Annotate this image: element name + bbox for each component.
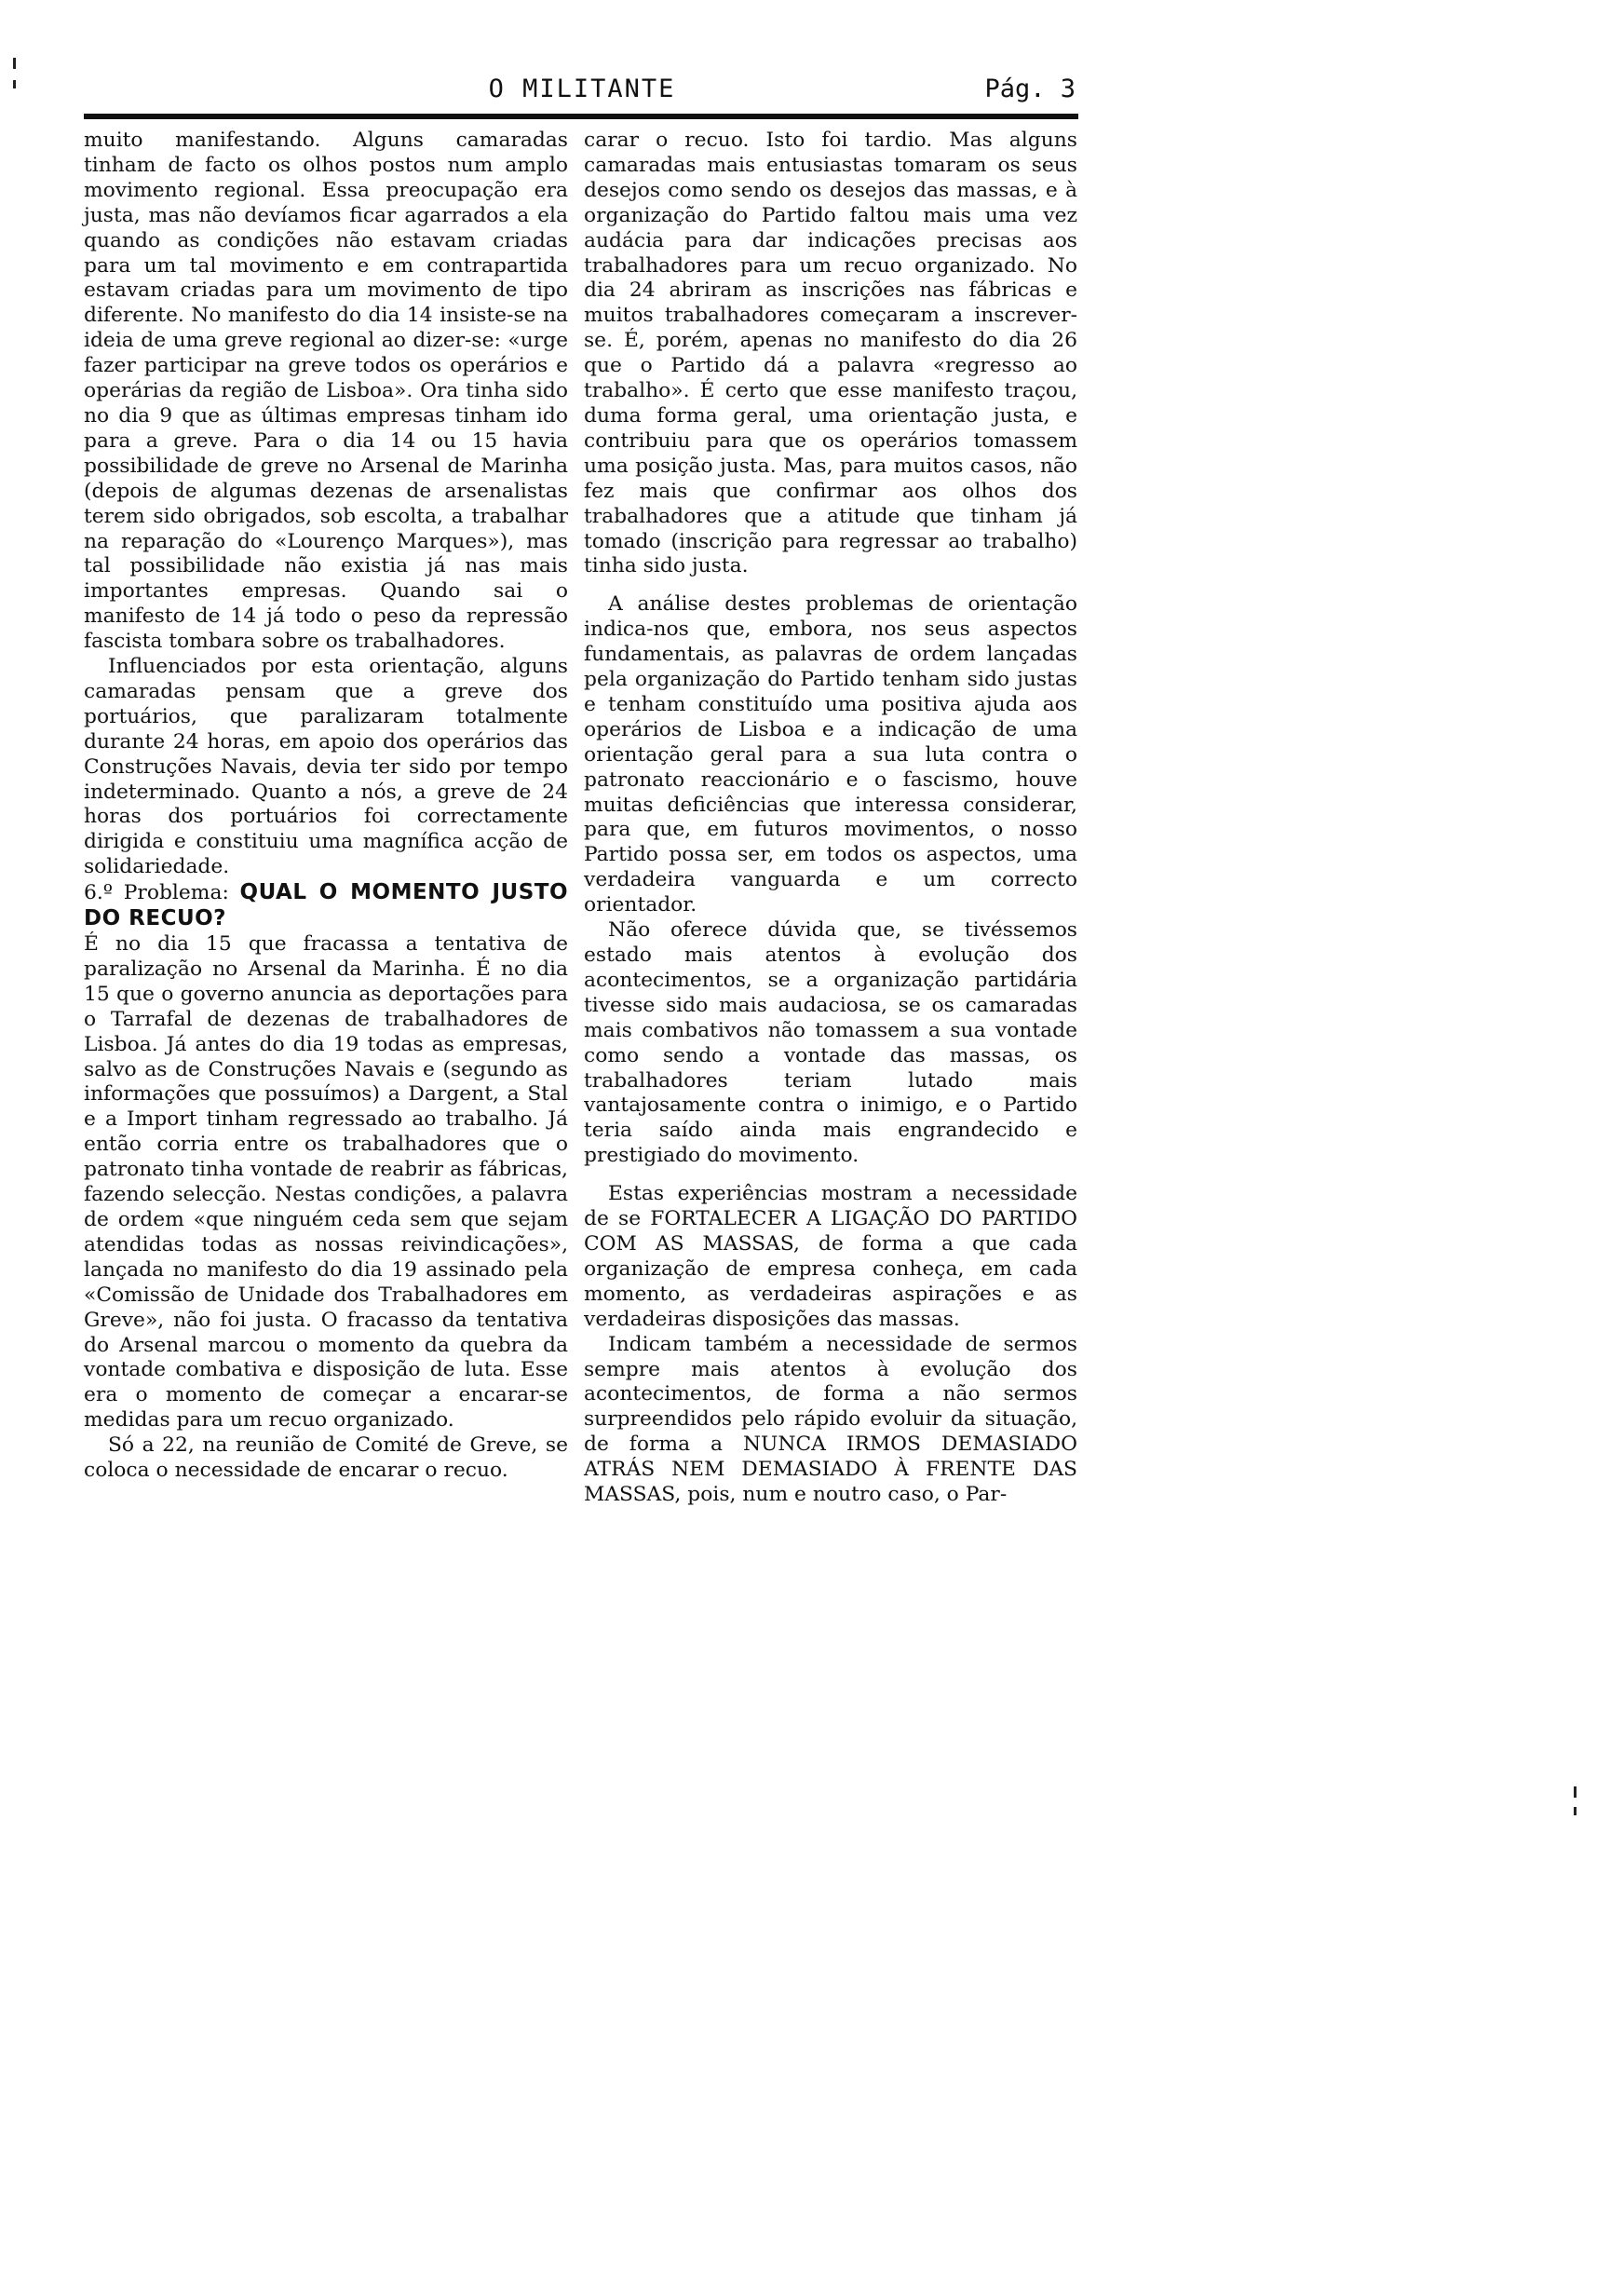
page-number: Pág. 3 — [984, 75, 1076, 103]
problem-heading: QUAL O MOMENTO JUSTO DO RECUO? — [84, 880, 569, 931]
scan-speck — [13, 58, 16, 69]
scan-speck — [1574, 1786, 1577, 1798]
scan-speck — [13, 80, 16, 88]
left-paragraph-1: muito manifestando. Alguns camaradas tinham de facto os olhos postos num amplo movimento regional. Essa preocupação era justa, mas não devíamos ficar agarrados a ela quando as condições não estavam criadas para um tal movimento e em contrapartida estavam criadas para um movimento de tipo diferente. No manifesto do dia 14 insiste-se na ideia de uma greve regional ao dizer-se: «urge fazer participar na greve todos os operários e operárias da região de Lisboa». Ora tinha sido no dia 9 que as últimas empresas tinham ido para a greve. Para o dia 14 ou 15 havia possibilidade de greve no Arsenal de Marinha (depois de algumas dezenas de arsenalistas terem sido obrigados, sob escolta, a trabalhar na reparação do «Lourenço Marques»), mas tal possibilidade não existia já nas mais importantes empresas. Quando sai o manifesto de 14 já todo o peso da repressão fascista tombara sobre os trabalhadores. — [84, 129, 568, 654]
newspaper-title: O MILITANTE — [488, 75, 676, 103]
scan-speck — [1574, 1807, 1577, 1815]
left-column — [84, 129, 568, 1484]
right-column — [584, 129, 1077, 1508]
left-paragraph-3: É no dia 15 que fracassa a tentativa de paralização no Arsenal da Marinha. É no dia 15 que o governo anuncia as deportações para o Tarrafal de dezenas de trabalhadores de Lisboa. Já antes do dia 19 todas as empresas, salvo as de Construções Navais e (segundo as informações que possuímos) a Dargent, a Stal e a Import tinham regressado ao trabalho. Já então corria entre os trabalhadores que o patronato tinha vontade de reabrir as fábricas, fazendo selecção. Nestas condições, a palavra de ordem «que ninguém ceda sem que sejam atendidas todas as nossas reivindicações», lançada no manifesto do dia 19 assinado pela «Comissão de Unidade dos Trabalhadores em Greve», não foi justa. O fracasso da tentativa do Arsenal marcou o momento da quebra da vontade combativa e disposição de luta. Esse era o momento de começar a encarar-se medidas para um recuo organizado. — [84, 932, 568, 1433]
right-paragraph-4: Estas experiências mostram a necessidade de se FORTALECER A LIGAÇÃO DO PARTIDO COM AS MASSAS, de forma a que cada organização de empresa conheça, em cada momento, as verdadeiras aspirações e as verdadeiras disposições das massas. — [584, 1182, 1077, 1331]
problem-line — [84, 880, 568, 932]
problem-label: 6.º Problema: — [84, 881, 229, 905]
left-paragraph-2: Influenciados por esta orientação, alguns camaradas pensam que a greve dos portuários, que paralizaram totalmente durante 24 horas, em apoio dos operários das Construções Navais, devia ter sido por tempo indeterminado. Quanto a nós, a greve de 24 horas dos portuários foi correctamente dirigida e constituiu uma magnífica acção de solidariedade. — [84, 655, 568, 879]
page-header — [88, 73, 1076, 110]
header-rule — [84, 114, 1078, 119]
right-paragraph-5: Indicam também a necessidade de sermos sempre mais atentos à evolução dos acontecimentos, de forma a não sermos surpreendidos pelo rápido evoluir da situação, de forma a NUNCA IRMOS DEMASIADO ATRÁS NEM DEMASIADO À FRENTE DAS MASSAS, pois, num e noutro caso, o Par- — [584, 1332, 1077, 1507]
right-paragraph-2: A análise destes problemas de orientação indica-nos que, embora, nos seus aspectos fundamentais, as palavras de ordem lançadas pela organização do Partido tenham sido justas e tenham constituído uma positiva ajuda aos operários de Lisboa e a indicação de uma orientação geral para a sua luta contra o patronato reaccionário e o fascismo, houve muitas deficiências que interessa considerar, para que, em futuros movimentos, o nosso Partido possa ser, em todos os aspectos, uma verdadeira vanguarda e um correcto orientador. — [584, 592, 1077, 917]
right-paragraph-1: carar o recuo. Isto foi tardio. Mas alguns camaradas mais entusiastas tomaram os seus desejos como sendo os desejos das massas, e à organização do Partido faltou mais uma vez audácia para dar indicações precisas aos trabalhadores para um recuo organizado. No dia 24 abriram as inscrições nas fábricas e muitos trabalhadores começaram a inscrever-se. É, porém, apenas no manifesto do dia 26 que o Partido dá a palavra «regresso ao trabalho». É certo que esse manifesto traçou, duma forma geral, uma orientação justa, e contribuiu para que os operários tomassem uma posição justa. Mas, para muitos casos, não fez mais que confirmar aos olhos dos trabalhadores que a atitude que tinham já tomado (inscrição para regressar ao trabalho) tinha sido justa. — [584, 129, 1077, 578]
left-paragraph-4: Só a 22, na reunião de Comité de Greve, se coloca o necessidade de encarar o recuo. — [84, 1433, 568, 1483]
right-paragraph-3: Não oferece dúvida que, se tivéssemos estado mais atentos à evolução dos acontecimentos, se a organização partidária tivesse sido mais audaciosa, se os camaradas mais combativos não tomassem a sua vontade como sendo a vontade das massas, os trabalhadores teriam lutado mais vantajosamente contra o inimigo, e o Partido teria saído ainda mais engrandecido e prestigiado do movimento. — [584, 918, 1077, 1168]
